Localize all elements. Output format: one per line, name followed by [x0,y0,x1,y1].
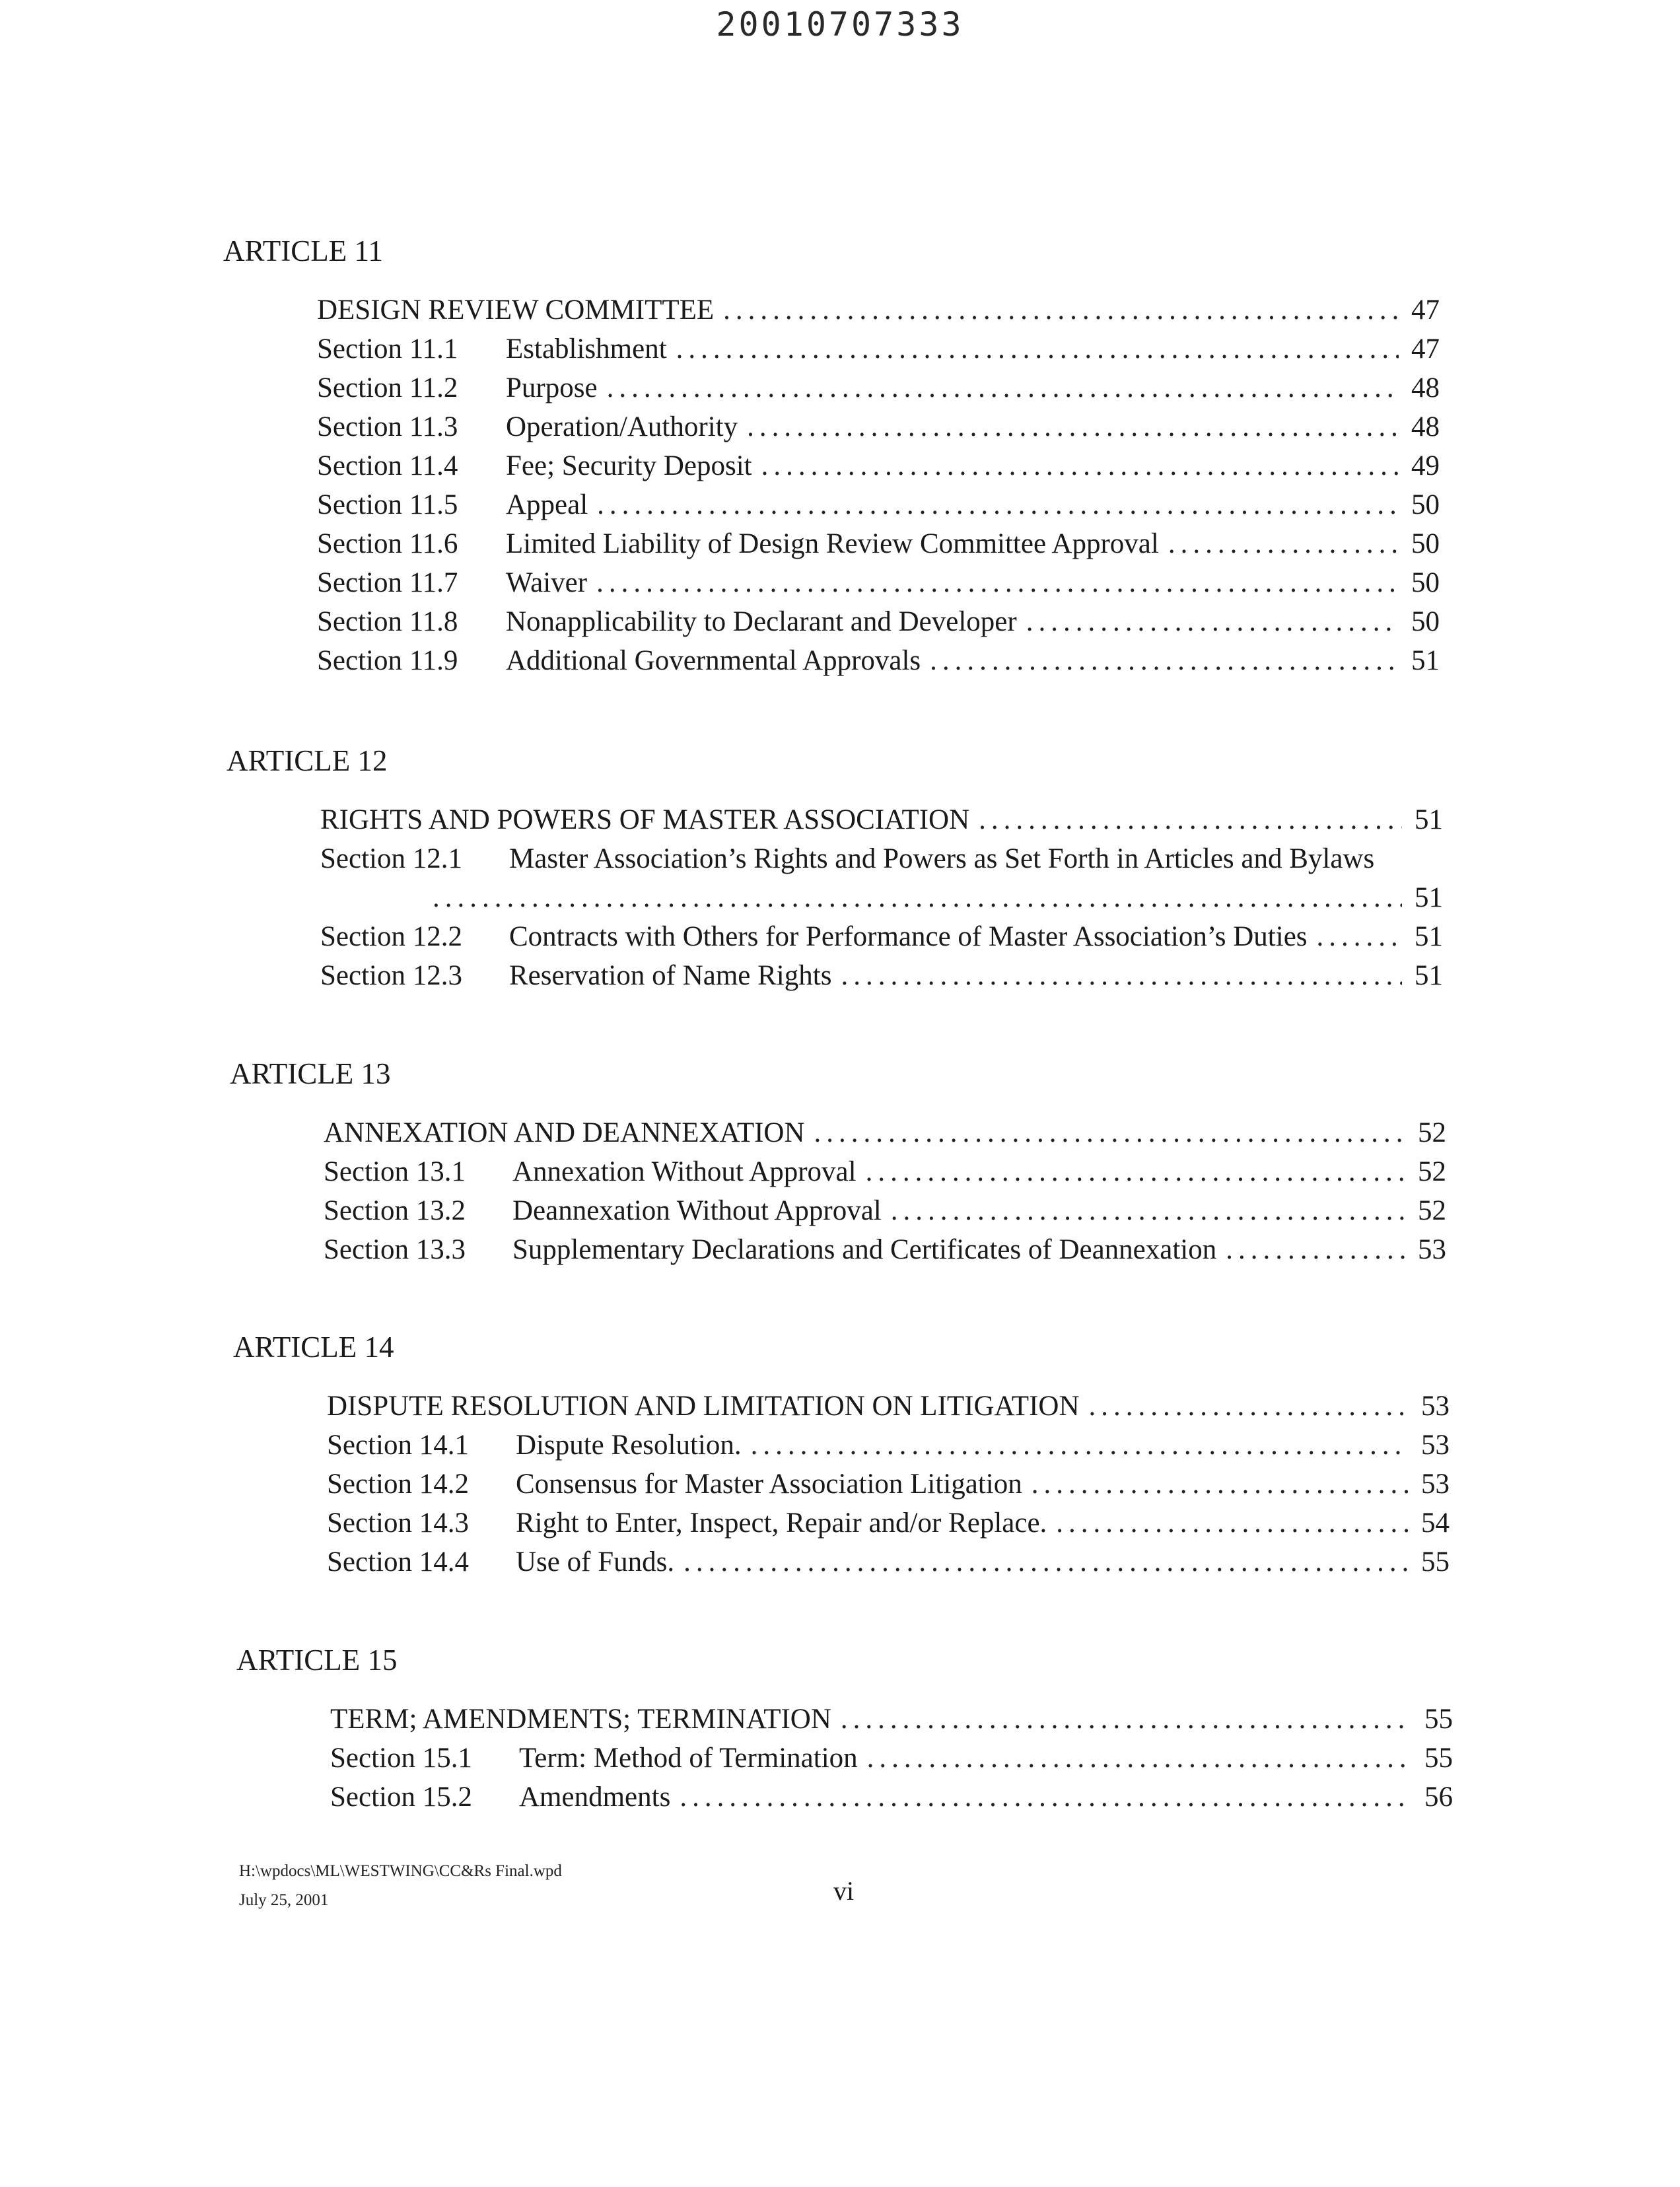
section-title: Deannexation Without Approval [512,1195,882,1226]
section-title: Appeal [506,489,588,520]
article-15 [236,1640,1453,1817]
article-14 [233,1327,1450,1581]
toc-entry [327,1504,1450,1543]
dot-leader [841,1700,1412,1739]
section-number: Section 11.2 [317,372,458,403]
dot-leader [723,291,1399,330]
toc-entry [324,1230,1446,1269]
dot-leader [841,956,1402,995]
page-number: 51 [1415,882,1443,913]
section-number: Section 11.9 [317,645,458,676]
toc-entry [317,641,1440,680]
section-title: Additional Governmental Approvals [506,645,921,676]
page-number: 50 [1411,567,1440,598]
article-label: ARTICLE 11 [223,234,383,267]
toc-entry [327,1543,1450,1581]
toc-entry [320,839,1443,878]
dot-leader [1226,1230,1405,1269]
section-title: Establishment [506,333,667,364]
section-title: Operation/Authority [506,411,738,442]
toc-entry [317,446,1440,485]
page-number: 51 [1411,645,1440,676]
section-title: Use of Funds. [516,1546,675,1578]
section-number: Section 11.5 [317,489,458,520]
toc-list [233,1387,1450,1581]
toc-list [223,291,1440,680]
section-number: Section 14.1 [327,1430,469,1461]
page-number: 47 [1411,333,1440,364]
section-title: Term: Method of Termination [519,1743,858,1774]
toc-entry [317,485,1440,524]
toc-entry [327,1426,1450,1465]
heading-title: ANNEXATION AND DEANNEXATION [324,1117,805,1148]
dot-leader [747,407,1399,446]
page-number: 55 [1424,1704,1453,1735]
section-number: Section 12.3 [320,960,462,991]
dot-leader [1317,917,1402,956]
dot-leader [596,563,1399,602]
section-title: Right to Enter, Inspect, Repair and/or Replace. [516,1508,1047,1539]
section-title: Nonapplicability to Declarant and Developer [506,606,1017,637]
page-number: 51 [1415,960,1443,991]
section-title: Dispute Resolution. [516,1430,742,1461]
page-number: 51 [1415,804,1443,835]
toc-entry-continuation [320,878,1443,917]
dot-leader [683,1543,1409,1581]
section-title: Supplementary Declarations and Certificates of Deannexation [512,1234,1217,1265]
toc-entry [317,407,1440,446]
section-title: Annexation Without Approval [512,1156,857,1187]
toc-entry [324,1191,1446,1230]
section-number: Section 14.4 [327,1546,469,1578]
dot-leader [979,800,1402,839]
section-number: Section 11.4 [317,450,458,481]
page-number: 53 [1418,1234,1446,1265]
dot-leader [891,1191,1405,1230]
article-13 [230,1054,1446,1269]
article-label: ARTICLE 15 [236,1644,398,1677]
article-label: ARTICLE 12 [227,744,388,777]
toc-list [227,800,1443,995]
dot-leader [676,330,1399,368]
article-heading [327,1387,1450,1426]
dot-leader [930,641,1399,680]
dot-leader [751,1426,1409,1465]
dot-leader [761,446,1399,485]
article-label: ARTICLE 13 [230,1057,391,1090]
page-number: 51 [1415,921,1443,952]
page-number: 50 [1411,606,1440,637]
page-number: 52 [1418,1156,1446,1187]
article-12 [227,741,1443,995]
footer-date: July 25, 2001 [239,1891,329,1909]
page-number: 54 [1421,1508,1450,1539]
dot-leader [1089,1387,1409,1426]
page-number: 53 [1421,1430,1450,1461]
page-number: 55 [1421,1546,1450,1578]
section-number: Section 13.1 [324,1156,466,1187]
section-number: Section 14.2 [327,1469,469,1500]
page-number: 48 [1411,372,1440,403]
toc-entry [317,524,1440,563]
toc-entry [317,330,1440,368]
toc-entry [317,563,1440,602]
section-number: Section 12.2 [320,921,462,952]
toc-list [236,1700,1453,1817]
toc-entry [320,917,1443,956]
dot-leader [814,1113,1405,1152]
section-number: Section 15.1 [330,1743,472,1774]
article-label: ARTICLE 14 [233,1331,394,1364]
page-number: 47 [1411,295,1440,326]
article-11 [223,231,1440,680]
section-number: Section 11.1 [317,333,458,364]
page-number: 56 [1424,1782,1453,1813]
dot-leader [1032,1465,1409,1504]
dot-leader [607,368,1399,407]
article-heading [330,1700,1453,1739]
page-number: 53 [1421,1391,1450,1422]
page-number: 48 [1411,411,1440,442]
page-number: 53 [1421,1469,1450,1500]
section-title: Limited Liability of Design Review Committee Approval [506,528,1159,559]
page-number: 55 [1424,1743,1453,1774]
section-number: Section 13.2 [324,1195,466,1226]
dot-leader [680,1778,1412,1817]
toc-entry [330,1778,1453,1817]
section-number: Section 11.6 [317,528,458,559]
heading-title: DISPUTE RESOLUTION AND LIMITATION ON LITIGATION [327,1391,1080,1422]
section-title: Amendments [519,1782,671,1813]
page-number: 50 [1411,528,1440,559]
dot-leader [597,485,1399,524]
article-heading [324,1113,1446,1152]
section-title: Fee; Security Deposit [506,450,752,481]
page-number: 52 [1418,1195,1446,1226]
section-title: Master Association’s Rights and Powers as Set Forth in Articles and Bylaws [509,843,1375,874]
page-number-roman: vi [833,1876,855,1906]
section-title: Contracts with Others for Performance of Master Association’s Duties [509,921,1308,952]
dot-leader [867,1739,1412,1778]
heading-title: TERM; AMENDMENTS; TERMINATION [330,1704,831,1735]
section-number: Section 13.3 [324,1234,466,1265]
section-number: Section 12.1 [320,843,462,874]
article-heading [320,800,1443,839]
toc-list [230,1113,1446,1269]
toc-entry [327,1465,1450,1504]
dot-leader [1026,602,1399,641]
dot-leader [1168,524,1399,563]
heading-title: DESIGN REVIEW COMMITTEE [317,295,715,326]
toc-entry [317,368,1440,407]
section-number: Section 11.3 [317,411,458,442]
page-number: 50 [1411,489,1440,520]
section-number: Section 11.7 [317,567,458,598]
section-number: Section 11.8 [317,606,458,637]
dot-leader [433,878,1402,917]
page-number: 49 [1411,450,1440,481]
section-title: Waiver [506,567,588,598]
heading-title: RIGHTS AND POWERS OF MASTER ASSOCIATION [320,804,970,835]
toc-entry [317,602,1440,641]
section-title: Consensus for Master Association Litigation [516,1469,1022,1500]
toc-entry [324,1152,1446,1191]
page-number: 52 [1418,1117,1446,1148]
toc-entry [320,956,1443,995]
footer-file-path: H:\wpdocs\ML\WESTWING\CC&Rs Final.wpd [239,1862,562,1880]
dot-leader [1056,1504,1409,1543]
section-title: Purpose [506,372,598,403]
document-number: 20010707333 [716,5,964,44]
article-heading [317,291,1440,330]
toc-entry [330,1739,1453,1778]
section-number: Section 14.3 [327,1508,469,1539]
dot-leader [866,1152,1405,1191]
section-number: Section 15.2 [330,1782,472,1813]
section-title: Reservation of Name Rights [509,960,832,991]
